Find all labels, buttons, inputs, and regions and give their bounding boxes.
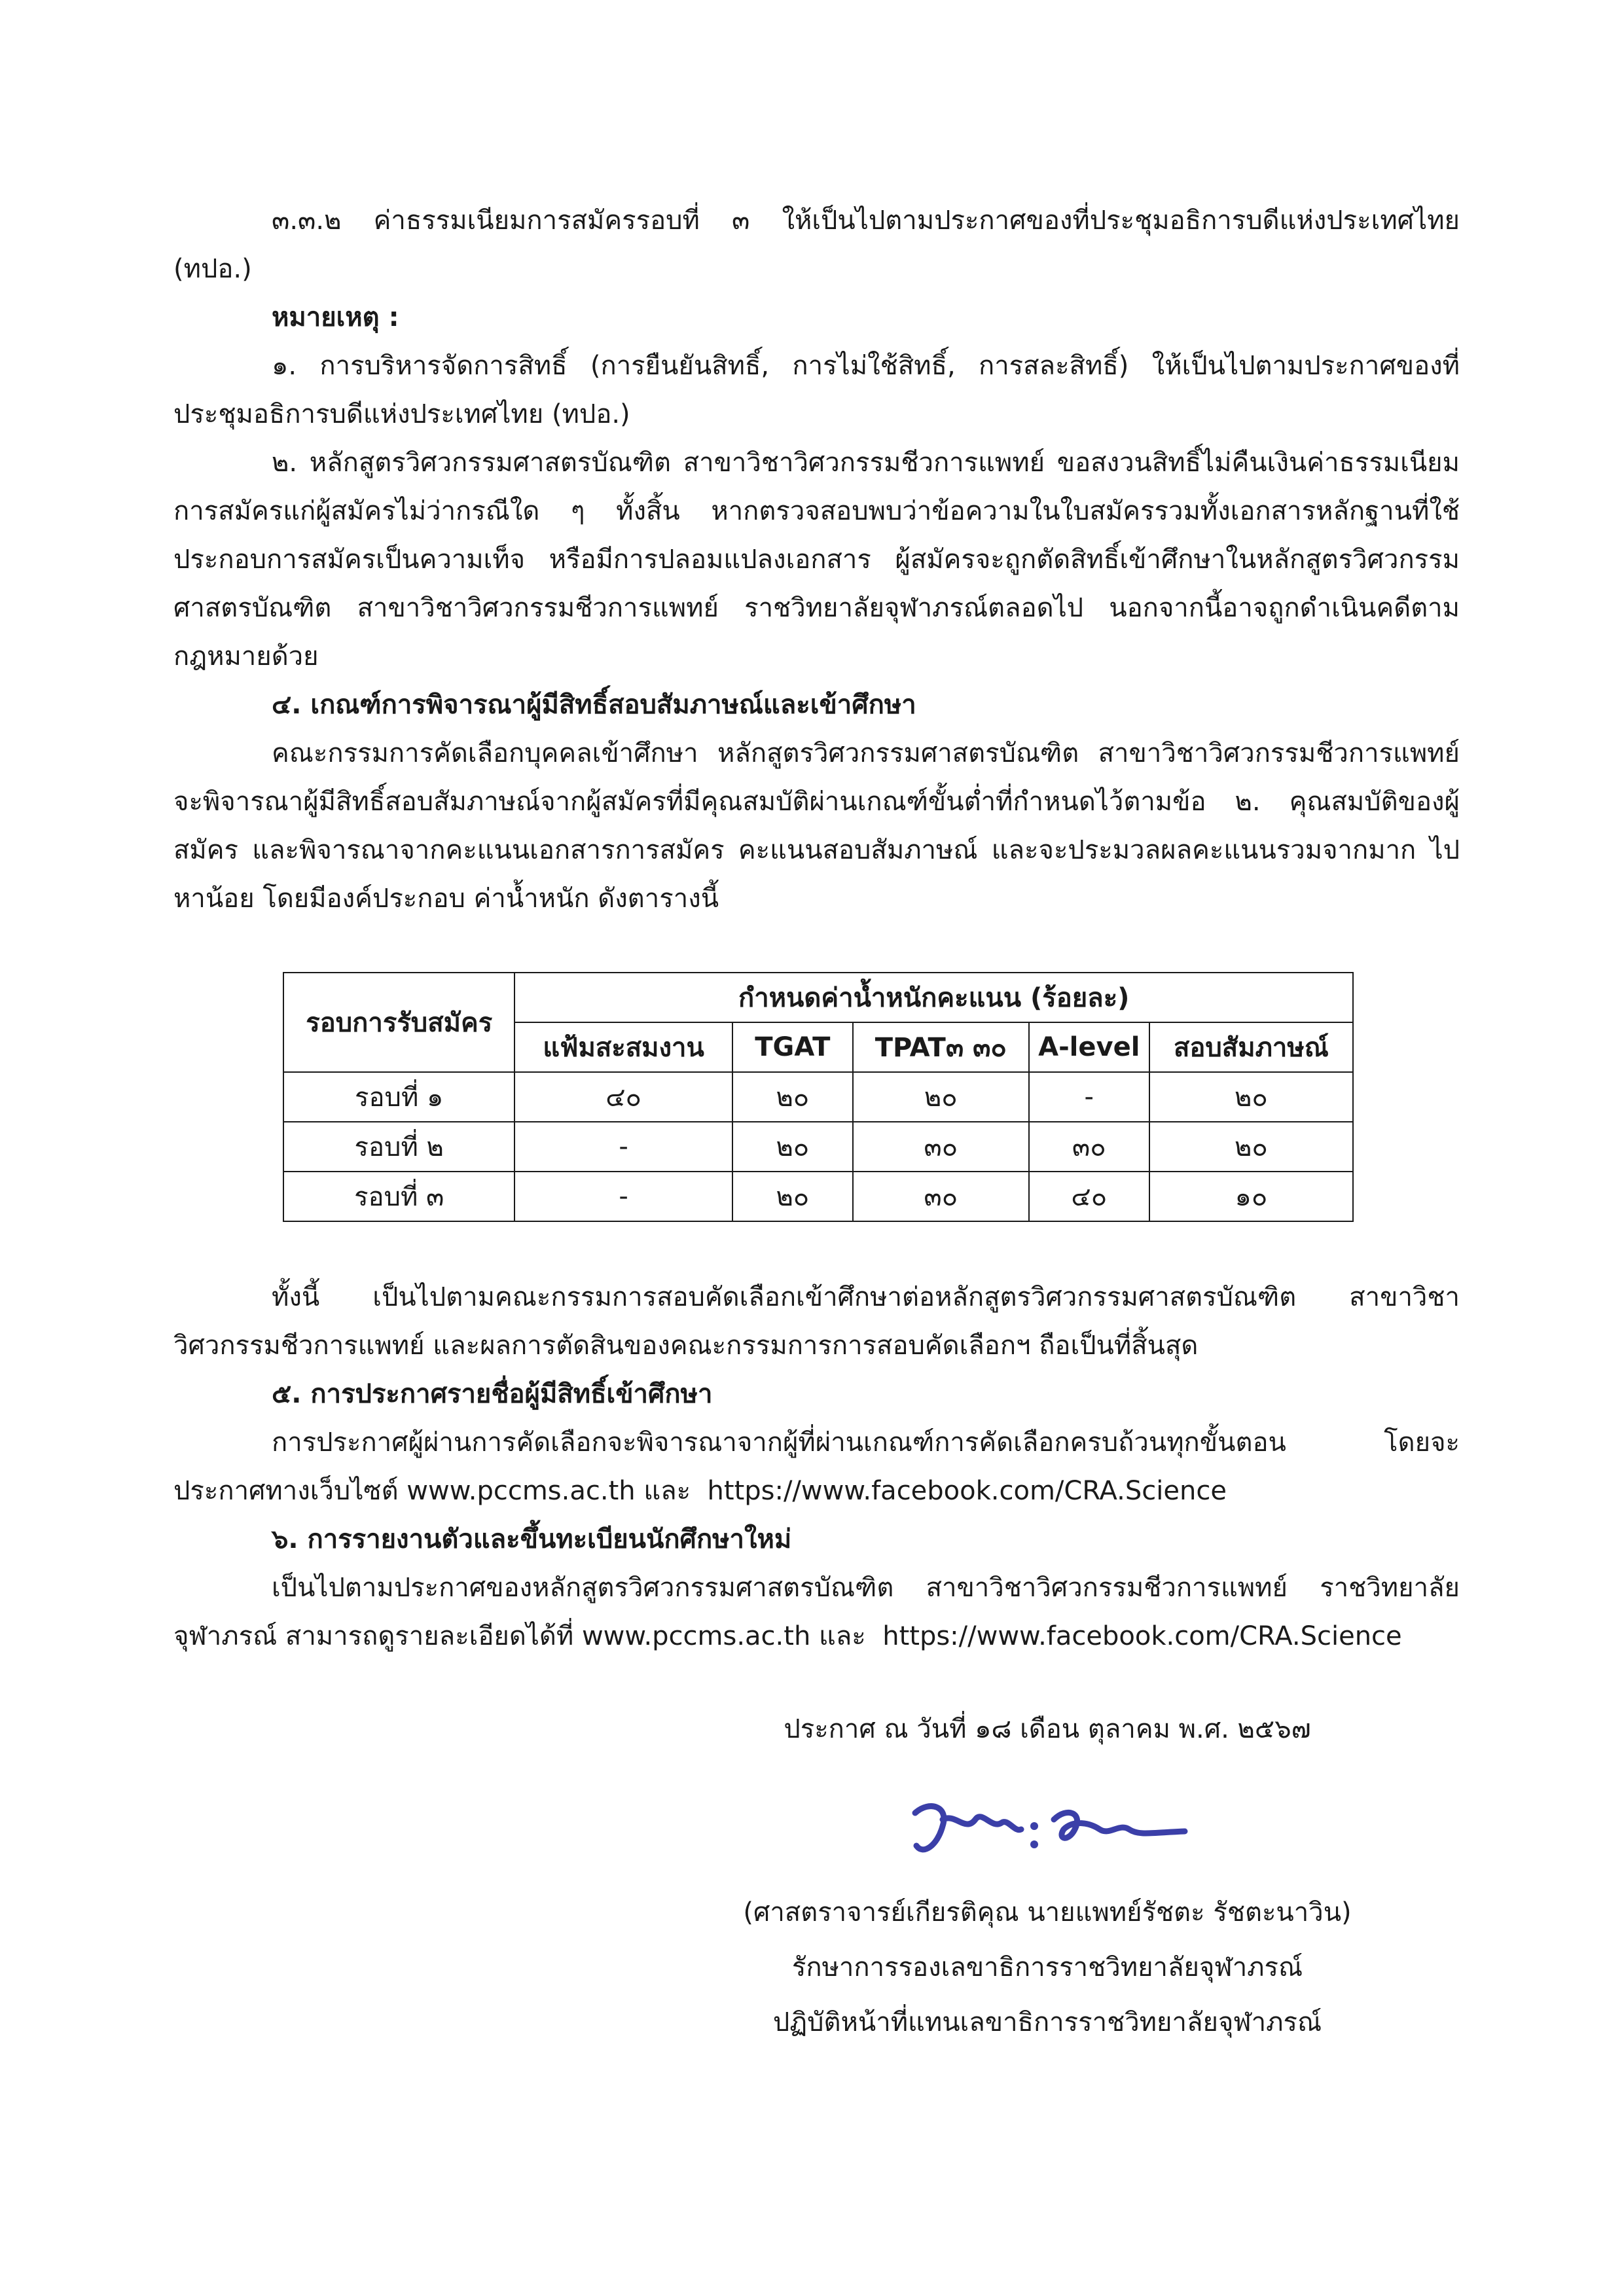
signer-title-1: รักษาการรองเลขาธิการราชวิทยาลัยจุฬาภรณ์ [791, 1952, 1303, 1982]
table-cell: ๒๐ [732, 1122, 853, 1172]
table-header-row [283, 973, 1353, 1022]
paragraph-fee-round-3: ๓.๓.๒ ค่าธรรมเนียมการสมัครรอบที่ ๓ ให้เป็นไปตามประกาศของที่ประชุมอธิการบดีแห่งประเทศไทย (ทปอ.) [173, 206, 1468, 284]
table-cell: - [1029, 1072, 1149, 1122]
table-cell: ๒๐ [853, 1072, 1029, 1122]
table-cell: ๒๐ [732, 1072, 853, 1122]
table-col-portfolio: แฟ้มสะสมงาน [514, 1022, 732, 1072]
signer-title-2: ปฏิบัติหน้าที่แทนเลขาธิการราชวิทยาลัยจุฬาภรณ์ [772, 2007, 1322, 2037]
section-5-heading: ๕. การประกาศรายชื่อผู้มีสิทธิ์เข้าศึกษา [272, 1379, 713, 1409]
table-cell-round: รอบที่ ๒ [283, 1122, 514, 1172]
table-cell: - [514, 1172, 732, 1221]
table-col-alevel: A-level [1029, 1022, 1149, 1072]
score-weight-table [283, 972, 1354, 1222]
table-col-tgat: TGAT [732, 1022, 853, 1072]
table-col-tpat: TPAT๓ ๓๐ [853, 1022, 1029, 1072]
table-col-interview: สอบสัมภาษณ์ [1149, 1022, 1353, 1072]
table-cell-round: รอบที่ ๓ [283, 1172, 514, 1221]
table-cell: ๓๐ [853, 1172, 1029, 1221]
table-cell-round: รอบที่ ๑ [283, 1072, 514, 1122]
note-heading: หมายเหตุ : [272, 302, 399, 332]
section-6-body: เป็นไปตามประกาศของหลักสูตรวิศวกรรมศาสตรบัณฑิต สาขาวิชาวิศวกรรมชีวการแพทย์ ราชวิทยาลัยจุฬาภรณ์ สามารถดูรายละเอียดได้ที่ www.pccms.ac.th และ https://www.facebook.com/CRA.Science [173, 1573, 1460, 1651]
section-4-heading: ๔. เกณฑ์การพิจารณาผู้มีสิทธิ์สอบสัมภาษณ์และเข้าศึกษา [272, 690, 916, 720]
table-row [283, 1172, 1353, 1221]
table-header-weight: กำหนดค่าน้ำหนักคะแนน (ร้อยละ) [514, 973, 1353, 1022]
announce-date: ประกาศ ณ วันที่ ๑๘ เดือน ตุลาคม พ.ศ. ๒๕๖๗ [784, 1714, 1311, 1744]
table-row [283, 1122, 1353, 1172]
paragraph-after-table: ทั้งนี้ เป็นไปตามคณะกรรมการสอบคัดเลือกเข้าศึกษาต่อหลักสูตรวิศวกรรมศาสตรบัณฑิต สาขาวิชาวิศวกรรมชีวการแพทย์ และผลการตัดสินของคณะกรรมการการสอบคัดเลือกฯ ถือเป็นที่สิ้นสุด [173, 1282, 1460, 1361]
table-cell: ๑๐ [1149, 1172, 1353, 1221]
note-item-2: ๒. หลักสูตรวิศวกรรมศาสตรบัณฑิต สาขาวิชาวิศวกรรมชีวการแพทย์ ขอสงวนสิทธิ์ไม่คืนเงินค่าธรรมเนียมการสมัครแก่ผู้สมัครไม่ว่ากรณีใด ๆ ทั้งสิ้น หากตรวจสอบพบว่าข้อความในใบสมัครรวมทั้งเอกสารหลักฐานที่ใช้ประกอบการสมัครเป็นความเท็จ หรือมีการปลอมแปลงเอกสาร ผู้สมัครจะถูกตัดสิทธิ์เข้าศึกษาในหลักสูตรวิศวกรรมศาสตรบัณฑิต สาขาวิชาวิศวกรรมชีวการแพทย์ ราชวิทยาลัยจุฬาภรณ์ตลอดไป นอกจากนี้อาจถูกดำเนินคดีตามกฎหมายด้วย [173, 448, 1460, 672]
table-row [283, 1072, 1353, 1122]
table-cell: ๔๐ [514, 1072, 732, 1122]
section-4-body: คณะกรรมการคัดเลือกบุคคลเข้าศึกษา หลักสูตรวิศวกรรมศาสตรบัณฑิต สาขาวิชาวิศวกรรมชีวการแพทย์ จะพิจารณาผู้มีสิทธิ์สอบสัมภาษณ์จากผู้สมัครที่มีคุณสมบัติผ่านเกณฑ์ขั้นต่ำที่กำหนดไว้ตามข้อ ๒. คุณสมบัติของผู้สมัคร และพิจารณาจากคะแนนเอกสารการสมัคร คะแนนสอบสัมภาษณ์ และจะประมวลผลคะแนนรวมจากมาก ไปหาน้อย โดยมีองค์ประกอบ ค่าน้ำหนัก ดังตารางนี้ [173, 738, 1468, 914]
note-item-1: ๑. การบริหารจัดการสิทธิ์ (การยืนยันสิทธิ์, การไม่ใช้สิทธิ์, การสละสิทธิ์) ให้เป็นไปตามประกาศของที่ประชุมอธิการบดีแห่งประเทศไทย (ทปอ.) [173, 351, 1460, 429]
table-cell: ๓๐ [1029, 1122, 1149, 1172]
table-cell: ๒๐ [1149, 1072, 1353, 1122]
table-cell: ๒๐ [1149, 1122, 1353, 1172]
table-cell: - [514, 1122, 732, 1172]
signer-name: (ศาสตราจารย์เกียรติคุณ นายแพทย์รัชตะ รัชตะนาวิน) [743, 1897, 1352, 1928]
section-6-heading: ๖. การรายงานตัวและขึ้นทะเบียนนักศึกษาใหม่ [272, 1524, 792, 1554]
table-cell: ๔๐ [1029, 1172, 1149, 1221]
section-5-body: การประกาศผู้ผ่านการคัดเลือกจะพิจารณาจากผู้ที่ผ่านเกณฑ์การคัดเลือกครบถ้วนทุกขั้นตอน โดยจะประกาศทางเว็บไซต์ www.pccms.ac.th และ https://www.facebook.com/CRA.Science [173, 1427, 1460, 1506]
table-cell: ๓๐ [853, 1122, 1029, 1172]
table-header-round: รอบการรับสมัคร [283, 973, 514, 1072]
handwritten-signature [903, 1793, 1191, 1865]
table-cell: ๒๐ [732, 1172, 853, 1221]
